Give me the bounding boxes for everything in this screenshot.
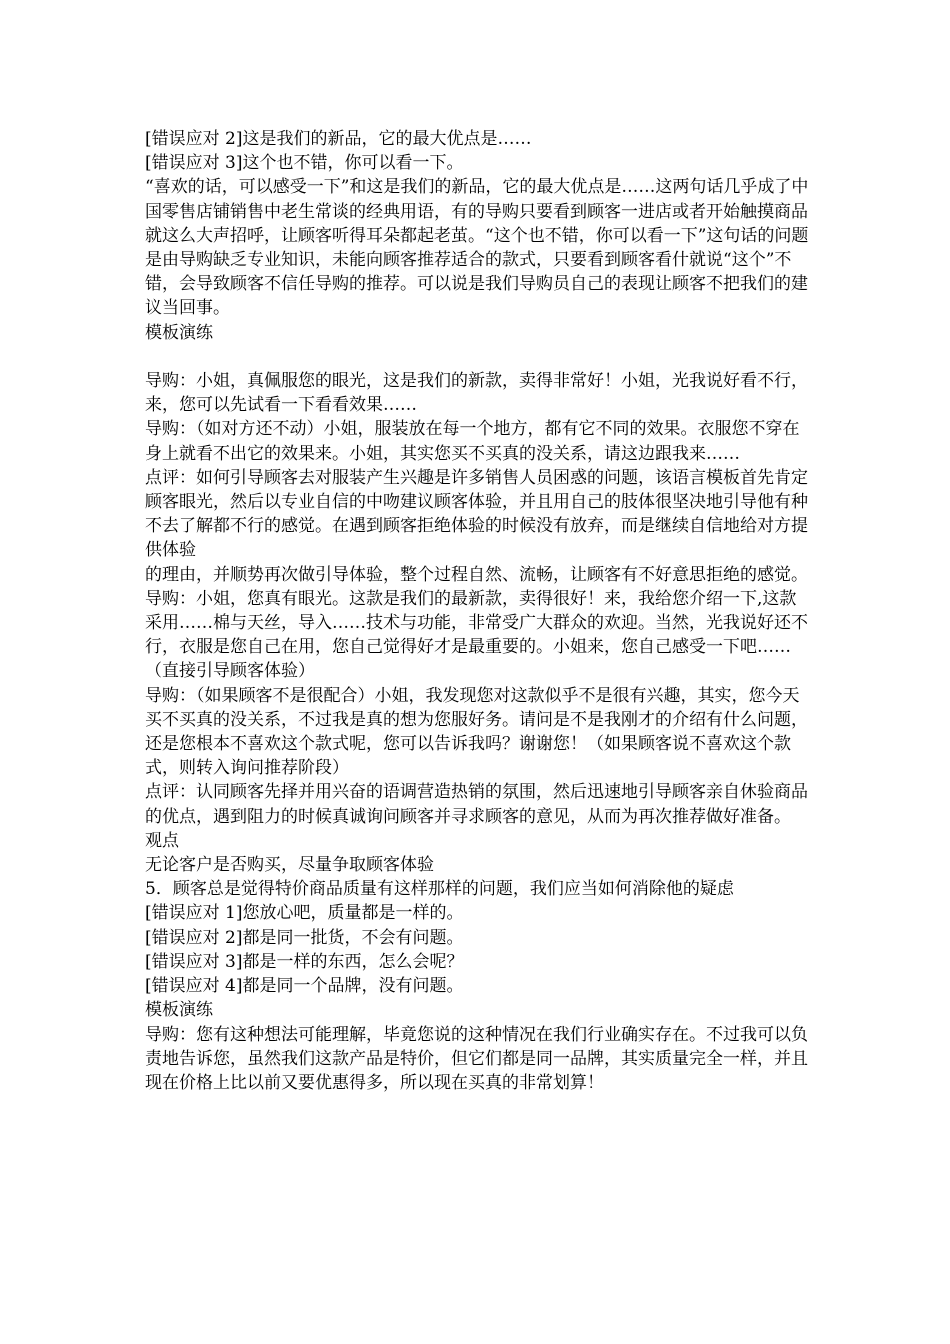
wrong-response-3-line: [错误应对 3]都是一样的东西，怎么会呢？ (145, 951, 464, 972)
section-heading-template-practice: 模板演练 (145, 322, 213, 343)
wrong-response-1-line: [错误应对 1]您放心吧，质量都是一样的。 (145, 903, 464, 924)
comment-paragraph: 点评：如何引导顾客去对服装产生兴趣是许多销售人员困惑的问题，该语言模板首先肯定顾客眼光，然后以专业自信的中吻建议顾客体验，并且用自己的肢体很坚决地引导他有种不去了解都不行的感觉。在遇到顾客拒绝体验的时候没有放弃，而是继续自信地给对方提供体验 (145, 467, 808, 561)
comment-paragraph: 点评：认同顾客先择并用兴奋的语调营造热销的氛围，然后迅速地引导顾客亲自休验商品的优点，遇到阻力的时候真诚询问顾客并寻求顾客的意见，从而为再次推荐做好准备。 (145, 782, 808, 827)
viewpoint-text: 无论客户是否购买，尽量争取顾客体验 (145, 855, 434, 876)
document-body (145, 127, 813, 1095)
section-heading-viewpoint: 观点 (145, 830, 179, 851)
dialogue-paragraph: 导购：（如对方还不动）小姐，服装放在每一个地方，都有它不同的效果。衣服您不穿在身上就看不出它的效果来。小姐，其实您买不买真的没关系，请这边跟我来…… (145, 419, 800, 464)
dialogue-paragraph: 导购：小姐，真佩服您的眼光，这是我们的新款，卖得非常好！小姐，光我说好看不行，来，您可以先试看一下看看效果…… (145, 371, 808, 416)
wrong-response-4-line: [错误应对 4]都是同一个品牌，没有问题。 (145, 976, 464, 997)
dialogue-paragraph: 导购：您有这种想法可能理解，毕竟您说的这种情况在我们行业确实存在。不过我可以负责地告诉您，虽然我们这款产品是特价，但它们都是同一品牌，其实质量完全一样，并且现在价格上比以前又要优惠得多，所以现在买真的非常划算！ (145, 1024, 808, 1093)
comment-continuation: 的理由，并顺势再次做引导体验，整个过程自然、流畅，让顾客有不好意思拒绝的感觉。 (145, 564, 808, 585)
question-5-heading: 5．顾客总是觉得特价商品质量有这样那样的问题，我们应当如何消除他的疑虑 (145, 879, 734, 900)
dialogue-paragraph: 导购：小姐，您真有眼光。这款是我们的最新款，卖得很好！来，我给您介绍一下,这款采用……棉与天丝，导入……技术与功能，非常受广大群众的欢迎。当然，光我说好还不行，衣服是您自己在用，您自己觉得好才是最重要的。小姐来，您自己感受一下吧……（直接引导顾客体验） (145, 588, 808, 682)
dialogue-paragraph: 导购：（如果顾客不是很配合）小姐，我发现您对这款似乎不是很有兴趣，其实，您今天买不买真的没关系，不过我是真的想为您服好务。请问是不是我刚才的介绍有什么问题，还是您根本不喜欢这个款式呢，您可以告诉我吗？谢谢您！（如果顾客说不喜欢这个款式，则转入询问推荐阶段） (145, 685, 808, 779)
analysis-paragraph: “喜欢的话，可以感受一下”和这是我们的新品，它的最大优点是……这两句话几乎成了中国零售店铺销售中老生常谈的经典用语，有的导购只要看到顾客一进店或者开始触摸商品就这么大声招呼，让顾客听得耳朵都起老茧。“这个也不错，你可以看一下”这句话的问题是由导购缺乏专业知识，未能向顾客推荐适合的款式，只要看到顾客看什就说“这个”不错，会导致顾客不信任导购的推荐。可以说是我们导购员自己的表现让顾客不把我们的建议当回事。 (145, 177, 809, 319)
wrong-response-3-line: [错误应对 3]这个也不错，你可以看一下。 (145, 153, 464, 174)
section-heading-template-practice: 模板演练 (145, 1000, 213, 1021)
blank-line (145, 345, 813, 369)
wrong-response-2-line: [错误应对 2]这是我们的新品，它的最大优点是…… (145, 129, 532, 149)
wrong-response-2-line: [错误应对 2]都是同一批货，不会有问题。 (145, 927, 464, 948)
